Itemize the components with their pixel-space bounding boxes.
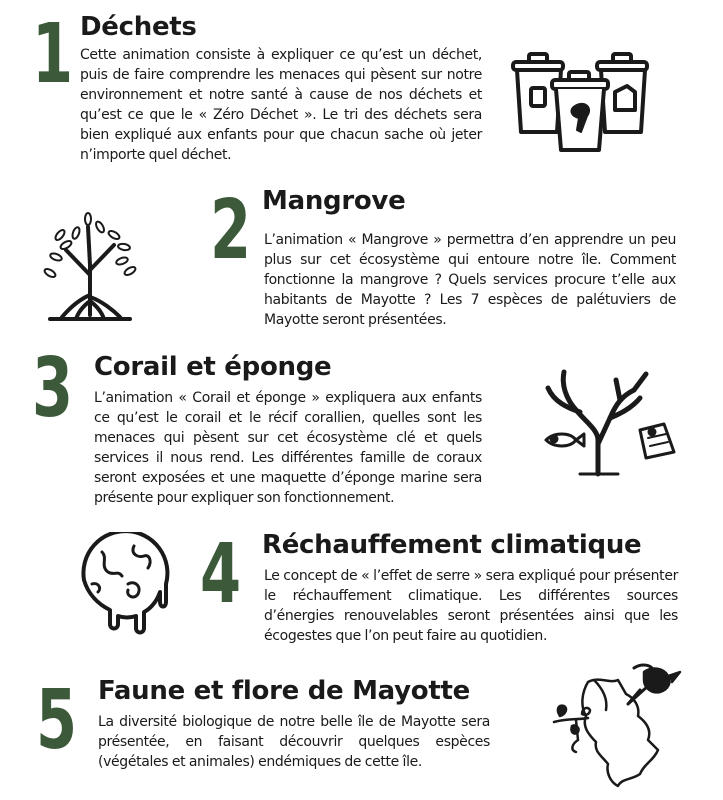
section-title: Réchauffement climatique <box>262 530 642 560</box>
section-title: Faune et flore de Mayotte <box>98 676 470 706</box>
section-text: L’animation « Mangrove » permettra d’en apprendre un peu plus sur cet écosystème qui entoure notre île. Comment fonctionne la mangrove ? Quels services procure t’elle aux habitants de Mayotte ? Les 7 espèces de palétuviers de Mayotte seront présentées. <box>264 232 676 328</box>
section-text: Le concept de « l’effet de serre » sera expliqué pour présenter le réchauffement climatique. Les différentes sources d’énergies renouvelables seront présentées ainsi que les écogestes que l’on peut faire au quotidien. <box>264 568 678 644</box>
section-number: 3 <box>32 341 72 436</box>
section-title: Déchets <box>80 12 197 42</box>
mangrove-tree-icon <box>30 205 150 325</box>
coral-fish-icon <box>540 368 680 478</box>
section-text: La diversité biologique de notre belle île de Mayotte sera présentée, en faisant découvrir quelques espèces (végétales et animales) endémiques de cette île. <box>98 714 490 770</box>
mayotte-island-bird-icon <box>548 660 688 790</box>
melting-globe-icon <box>78 532 173 637</box>
section-number: 1 <box>32 7 72 102</box>
section-title: Corail et éponge <box>94 352 332 382</box>
section-number: 5 <box>36 673 76 768</box>
trash-bins-icon <box>505 48 655 156</box>
section-text: Cette animation consiste à expliquer ce qu’est un déchet, puis de faire comprendre les menaces qui pèsent sur notre environnement et notre santé à cause de nos déchets et qu’est ce que le « Zéro Déchet ». Le tri des déchets sera bien expliqué aux enfants pour que chacun sache où jeter n’importe quel déchet. <box>80 47 482 163</box>
section-title: Mangrove <box>262 186 406 216</box>
section-number: 2 <box>210 183 250 278</box>
section-number: 4 <box>200 527 240 622</box>
section-text: L’animation « Corail et éponge » expliquera aux enfants ce qu’est le corail et le récif corallien, quelles sont les menaces qui pèsent sur cet écosystème clé et quels services il nous rend. Les différentes famille de coraux seront exposées et une maquette d’éponge marine sera présente pour expliquer son fonctionnement. <box>94 390 482 506</box>
